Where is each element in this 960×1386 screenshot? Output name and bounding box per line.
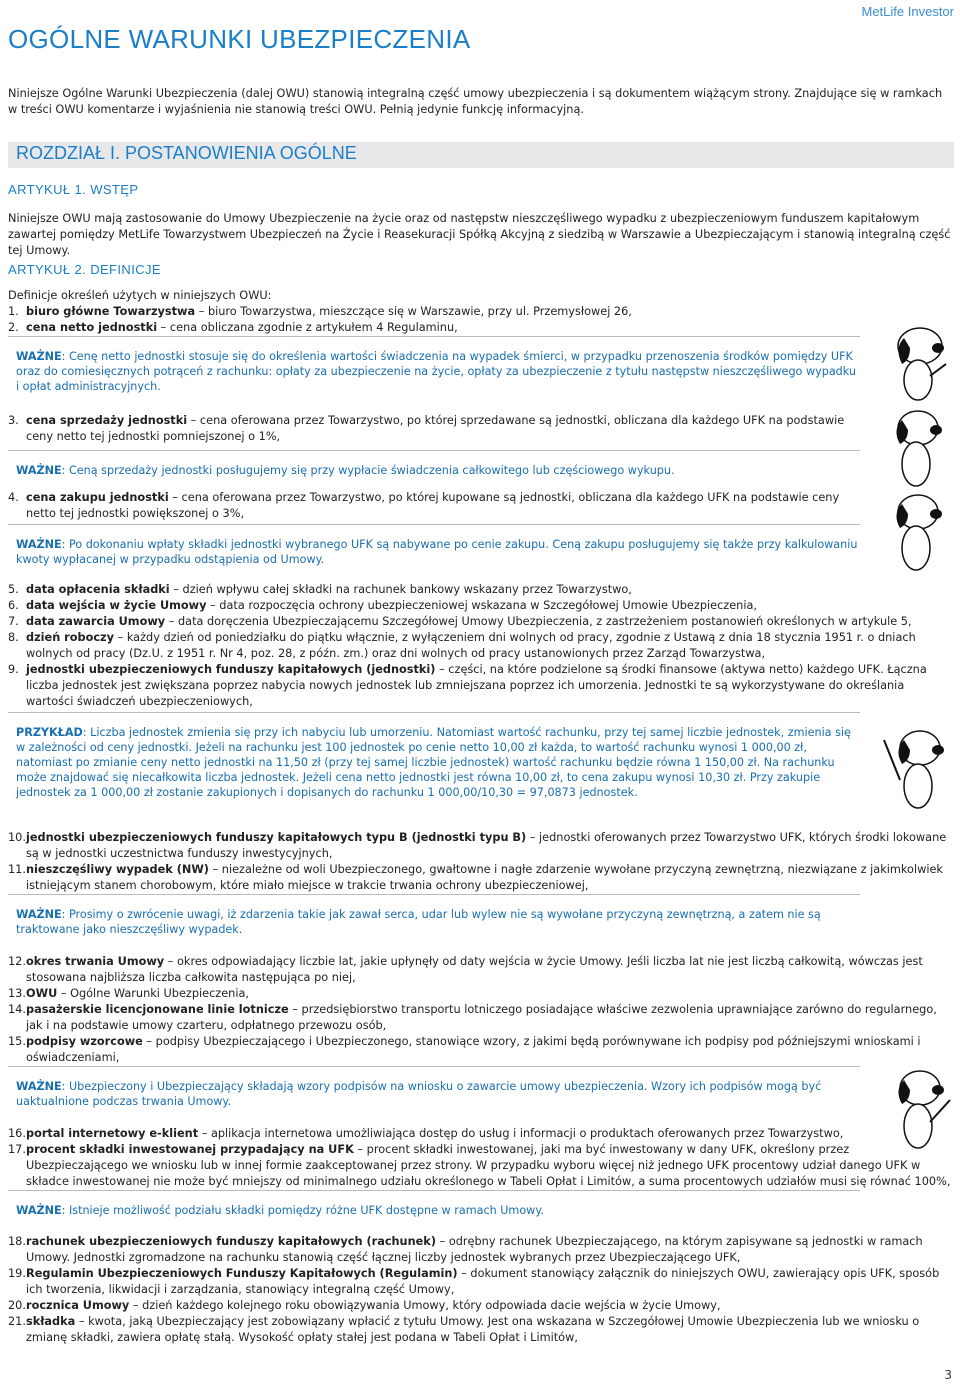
note-text: : Cenę netto jednostki stosuje się do określenia wartości świadczenia na wypadek śmierci, w przypadku przenoszenia środków pomiędzy UFK oraz do comiesięcznych potrąceń z rachunku: opłaty za ubezpieczenie na życie, opłaty za ubezpieczenie z tytułu następstw nieszczęśliwego wypadku i opłat administracyjnych. [16,350,856,393]
definitions-intro: Definicje określeń użytych w niniejszych OWU: [8,289,272,302]
definition-item [8,1142,954,1190]
snoopy-illustration [880,720,956,820]
definition-number: 11. [8,863,26,876]
definition-text: – cena oferowana przez Towarzystwo, po której kupowane są jednostki, obliczana dla każdego UFK na podstawie ceny netto tej jednostki powiększonej o 3%, [26,491,840,520]
definition-item [8,1234,954,1266]
article-1-heading: ARTYKUŁ 1. WSTĘP [8,182,139,197]
definition-text: – cena obliczana zgodnie z artykułem 4 Regulaminu, [157,321,458,334]
note-label: WAŻNE [16,908,62,921]
definition-number: 7. [8,615,19,628]
definition-text: – odrębny rachunek Ubezpieczającego, na którym zapisywane są jednostki w ramach Umowy. Jednostki zgromadzone na rachunku stanowią część łącznej liczby jednostek wybranych przez Ubezpieczającego UFK, [26,1235,923,1264]
definition-term: data opłacenia składki [26,583,170,596]
definition-number: 15. [8,1035,26,1048]
definition-text: – każdy dzień od poniedziałku do piątku włącznie, z wyłączeniem dni wolnych od pracy, zgodnie z Ustawą z dnia 18 stycznia 1951 r. o dniach wolnych od pracy (Dz.U. z 1951 r. Nr 4, poz. 28, z późn. zm.) oraz dni wolnych od pracy ustanowionych przez Zarząd Towarzystwa, [26,631,916,660]
definition-text: – cena oferowana przez Towarzystwo, po której sprzedawane są jednostki, obliczana dla każdego UFK na podstawie ceny netto tej jednostki pomniejszonej o 1%, [26,414,845,443]
definition-term: Regulamin Ubezpieczeniowych Funduszy Kapitałowych (Regulamin) [26,1267,458,1280]
definition-text: – biuro Towarzystwa, mieszczące się w Warszawie, przy ul. Przemysłowej 26, [195,305,632,318]
intro-paragraph: Niniejsze Ogólne Warunki Ubezpieczenia (dalej OWU) stanowią integralną część umowy ubezpieczenia i są dokumentem wiążącym strony. Znajdujące się w ramkach w treści OWU komentarze i wyjaśnienia nie stanowią treści OWU. Pełnią jedynie funkcję informacyjną. [8,87,943,116]
definition-number: 12. [8,955,26,968]
chapter-heading: ROZDZIAŁ I. POSTANOWIENIA OGÓLNE [16,143,357,163]
definition-number: 3. [8,414,19,427]
definition-number: 1. [8,305,19,318]
definition-number: 20. [8,1299,26,1312]
important-note [8,1190,860,1218]
important-note [8,894,860,937]
definition-term: data zawarcia Umowy [26,615,166,628]
definition-item [8,413,860,445]
definition-text: – jednostki oferowanych przez Towarzystwo UFK, których środki lokowane są w jednostki uczestnictwa funduszy inwestycyjnych, [26,831,947,860]
important-note [8,524,860,567]
definition-term: okres trwania Umowy [26,955,165,968]
definition-item [8,1002,954,1034]
definition-term: cena sprzedaży jednostki [26,414,188,427]
definition-item [8,304,954,320]
definition-term: jednostki ubezpieczeniowych funduszy kapitałowych typu B (jednostki typu B) [26,831,527,844]
note-label: WAŻNE [16,1204,62,1217]
important-note [8,336,860,394]
note-text: : Ceną sprzedaży jednostki posługujemy się przy wypłacie świadczenia całkowitego lub częściowego wykupu. [61,464,675,477]
definition-text: – dzień wpływu całej składki na rachunek bankowy wskazany przez Towarzystwo, [169,583,632,596]
definition-text: – Ogólne Warunki Ubezpieczenia, [57,987,249,1000]
definition-term: podpisy wzorcowe [26,1035,143,1048]
article-1-text: Niniejsze OWU mają zastosowanie do Umowy Ubezpieczenie na życie oraz od następstw nieszczęśliwego wypadku z ubezpieczeniowym funduszem kapitałowym zawartej pomiędzy MetLife Towarzystwem Ubezpieczeń na Życie i Reasekuracji Spółką Akcyjną z siedzibą w Warszawie a Ubezpieczającym i stanowią integralną część tej Umowy. [8,212,951,257]
definition-term: cena netto jednostki [26,321,158,334]
definition-term: dzień roboczy [26,631,114,644]
definition-number: 5. [8,583,19,596]
definition-number: 8. [8,631,19,644]
definition-text: – podpisy Ubezpieczającego i Ubezpieczonego, stanowiące wzory, z jakimi będą porównywane ich podpisy pod późniejszymi wnioskami i oświadczeniami, [26,1035,921,1064]
definition-number: 2. [8,321,19,334]
definition-text: – okres odpowiadający liczbie lat, jakie upłynęły od daty wejścia w życie Umowy. Jeśli liczba lat nie jest liczbą całkowitą, wówczas jest stosowana najbliższa liczba całkowita następująca po niej, [26,955,923,984]
definition-item [8,490,860,522]
page-title: OGÓLNE WARUNKI UBEZPIECZENIA [8,24,471,54]
definition-number: 13. [8,987,26,1000]
snoopy-illustration [880,1060,956,1160]
definition-item [8,1298,954,1314]
important-note [8,1066,860,1109]
definition-item [8,830,954,862]
definition-text: – części, na które podzielone są środki finansowe (aktywa netto) każdego UFK. Łączna liczba jednostek jest zwiększana poprzez nabycia nowych jednostek lub zmniejszana poprzez ich umorzenia. Jednostki te są wykorzystywane do określania wartości świadczeń ubezpieczeniowych, [26,663,927,708]
note-label: WAŻNE [16,1080,62,1093]
snoopy-illustration [880,402,956,492]
definition-item [8,1126,954,1142]
definition-term: nieszczęśliwy wypadek (NW) [26,863,209,876]
definition-item [8,954,954,986]
definition-term: rocznica Umowy [26,1299,130,1312]
definition-item [8,662,954,710]
definition-text: – procent składki inwestowanej, jaki ma być inwestowany w dany UFK, określony przez Ubezpieczającego we wniosku lub w innej formie zaakceptowanej przez strony. W przypadku wyboru więcej niż jednego UFK procentowy udział danego UFK w składce inwestowanej nie może być mniejszy od minimalnego udziału określonego w Tabeli Opłat i Limitów, a suma procentowych udziałów musi się równać 100%, [26,1143,951,1188]
page-number: 3 [944,1368,952,1382]
definition-item [8,1266,954,1298]
definition-text: – data rozpoczęcia ochrony ubezpieczeniowej wskazana w Szczegółowej Umowie Ubezpieczenia, [206,599,757,612]
definition-text: – aplikacja internetowa umożliwiająca dostęp do usług i informacji o produktach oferowanych przez Towarzystwo, [198,1127,844,1140]
definition-text: – przedsiębiorstwo transportu lotniczego posiadające właściwe zezwolenia uprawniające zarówno do regularnego, jak i na podstawie umowy czarteru, odpłatnego przewozu osób, [26,1003,937,1032]
important-note [8,450,860,478]
definition-number: 6. [8,599,19,612]
definition-item [8,986,954,1002]
definition-term: cena zakupu jednostki [26,491,169,504]
definition-term: procent składki inwestowanej przypadający na UFK [26,1143,354,1156]
definition-term: jednostki ubezpieczeniowych funduszy kapitałowych (jednostki) [26,663,436,676]
snoopy-illustration [880,318,956,408]
definition-term: OWU [26,987,58,1000]
definition-term: data wejścia w życie Umowy [26,599,207,612]
chapter-bar [8,142,954,168]
definition-text: – data doręczenia Ubezpieczającemu Szczegółowej Umowy Ubezpieczenia, z zastrzeżeniem postanowień określonych w artykule 5, [165,615,912,628]
note-label: WAŻNE [16,538,62,551]
note-label: WAŻNE [16,464,62,477]
definition-item [8,582,954,598]
definition-number: 21. [8,1315,26,1328]
definition-number: 4. [8,491,19,504]
definition-term: rachunek ubezpieczeniowych funduszy kapitałowych (rachunek) [26,1235,436,1248]
definition-item [8,1034,954,1066]
note-text: : Liczba jednostek zmienia się przy ich nabyciu lub umorzeniu. Natomiast wartość rachunku, przy tej samej liczbie jednostek, zmienia się w zależności od ceny jednostki. Jeżeli na rachunku jest 100 jednostek po cenie netto 10,00 zł każda, to wartość rachunku wynosi 1 000,00 zł, natomiast po zmianie ceny netto jednostki na 11,50 zł (przy tej samej liczbie jednostek) wartość rachunku będzie równa 1 150,00 zł. Na rachunku może znajdować się niecałkowita liczba jednostek. Jeżeli cena netto jednostki jest równa 10,00 zł, to cena zakupu wynosi 10,30 zł. Przy zakupie jednostek za 1 000,00 zł zostanie zakupionych i dopisanych do rachunku 1 000,00/10,30 = 97,0873 jednostek. [16,726,851,799]
article-2-heading: ARTYKUŁ 2. DEFINICJE [8,262,161,277]
definition-term: biuro główne Towarzystwa [26,305,196,318]
definition-number: 9. [8,663,19,676]
definition-number: 17. [8,1143,26,1156]
note-label: PRZYKŁAD [16,726,83,739]
definition-text: – dzień każdego kolejnego roku obowiązywania Umowy, który odpowiada dacie wejścia w życie Umowy, [129,1299,721,1312]
definition-number: 10. [8,831,26,844]
definition-number: 14. [8,1003,26,1016]
note-text: : Istnieje możliwość podziału składki pomiędzy różne UFK dostępne w ramach Umowy. [61,1204,544,1217]
example-note [8,712,860,800]
definition-number: 16. [8,1127,26,1140]
definition-number: 18. [8,1235,26,1248]
brand-name: MetLife Investor [861,4,954,19]
definition-item [8,614,954,630]
definition-item [8,630,954,662]
note-text: : Po dokonaniu wpłaty składki jednostki wybranego UFK są nabywane po cenie zakupu. Ceną zakupu posługujemy się także przy kalkulowaniu kwoty wypłacanej w przypadku odstąpienia od Umowy. [16,538,858,566]
note-text: : Ubezpieczony i Ubezpieczający składają wzory podpisów na wniosku o zawarcie umowy ubezpieczenia. Wzory ich podpisów mogą być uaktualnione podczas trwania Umowy. [16,1080,822,1108]
definition-item [8,598,954,614]
definition-text: – dokument stanowiący załącznik do niniejszych OWU, zawierający opis UFK, sposób ich tworzenia, likwidacji i zarządzania, stanowiący integralną część Umowy, [26,1267,940,1296]
definition-text: – niezależne od woli Ubezpieczonego, gwałtowne i nagłe zdarzenie wywołane przyczyną zewnętrzną, niezwiązane z jakimkolwiek istniejącym stanem chorobowym, które miało miejsce w trakcie trwania ochrony ubezpieczeniowej, [26,863,943,892]
definition-item [8,1314,954,1346]
definition-term: składka [26,1315,76,1328]
definition-item [8,862,954,894]
definition-number: 19. [8,1267,26,1280]
definition-text: – kwota, jaką Ubezpieczający jest zobowiązany wpłacić z tytułu Umowy. Jest ona wskazana w Szczegółowej Umowie Ubezpieczenia lub we wniosku o zmianę składki, zawiera opłatę stałą. Wysokość opłaty stałej jest podana w Tabeli Opłat i Limitów, [26,1315,920,1344]
note-label: WAŻNE [16,350,62,363]
definition-term: pasażerskie licencjonowane linie lotnicze [26,1003,289,1016]
definition-item [8,320,954,336]
definition-term: portal internetowy e-klient [26,1127,199,1140]
snoopy-illustration [880,486,956,576]
note-text: : Prosimy o zwrócenie uwagi, iż zdarzenia takie jak zawał serca, udar lub wylew nie są wywołane przyczyną zewnętrzną, a zatem nie są traktowane jako nieszczęśliwy wypadek. [16,908,821,936]
